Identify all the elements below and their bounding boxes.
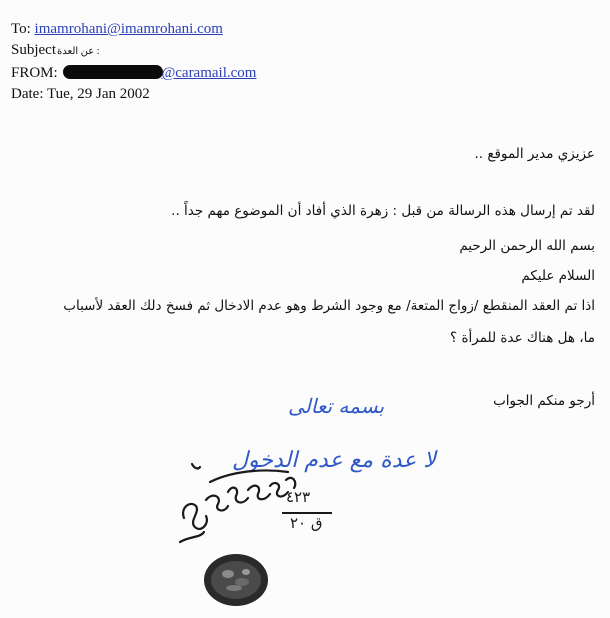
signature-svg — [170, 462, 340, 612]
signature-area — [170, 462, 340, 612]
salam: السلام عليكم — [521, 268, 595, 284]
question-line-2: ما، هل هناك عدة للمرأة ؟ — [450, 330, 595, 346]
handwritten-bismihi: بسمه تعالى — [288, 394, 385, 418]
date-row — [11, 85, 150, 103]
handwritten-number-top: ٤٢٣ — [286, 488, 311, 506]
to-label: To: — [11, 21, 31, 37]
greeting: عزيزي مدير الموقع .. — [474, 146, 595, 162]
basmala: بسم الله الرحمن الرحيم — [459, 238, 595, 254]
from-label: FROM: — [11, 65, 58, 81]
subject-label: Subject — [11, 42, 56, 58]
to-email-link[interactable]: imamrohani@imamrohani.com — [34, 21, 223, 37]
handwritten-answer: لا عدة مع عدم الدخول — [232, 448, 436, 473]
handwritten-number-bottom: ق ٢٠ — [290, 514, 323, 532]
subject-row — [11, 41, 100, 61]
signature-scribble — [180, 464, 295, 542]
letter-line-1: لقد تم إرسال هذه الرسالة من قبل : زهرة الذي أفاد أن الموضوع مهم جداً .. — [171, 203, 595, 219]
date-label: Date: — [11, 86, 44, 102]
subject-value: عن العدة : — [57, 46, 100, 57]
to-row — [11, 20, 223, 38]
date-value: Tue, 29 Jan 2002 — [46, 86, 150, 102]
seal-stamp — [204, 554, 268, 606]
question-line-1: اذا تم العقد المنقطع /زواج المتعة/ مع وجود الشرط وهو عدم الادخال ثم فسخ دلك العقد لأسباب — [63, 298, 595, 314]
closing-line: أرجو منكم الجواب — [493, 393, 595, 409]
from-email-link[interactable]: @caramail.com — [161, 65, 257, 81]
from-row — [11, 64, 256, 82]
redacted-block — [63, 65, 163, 79]
